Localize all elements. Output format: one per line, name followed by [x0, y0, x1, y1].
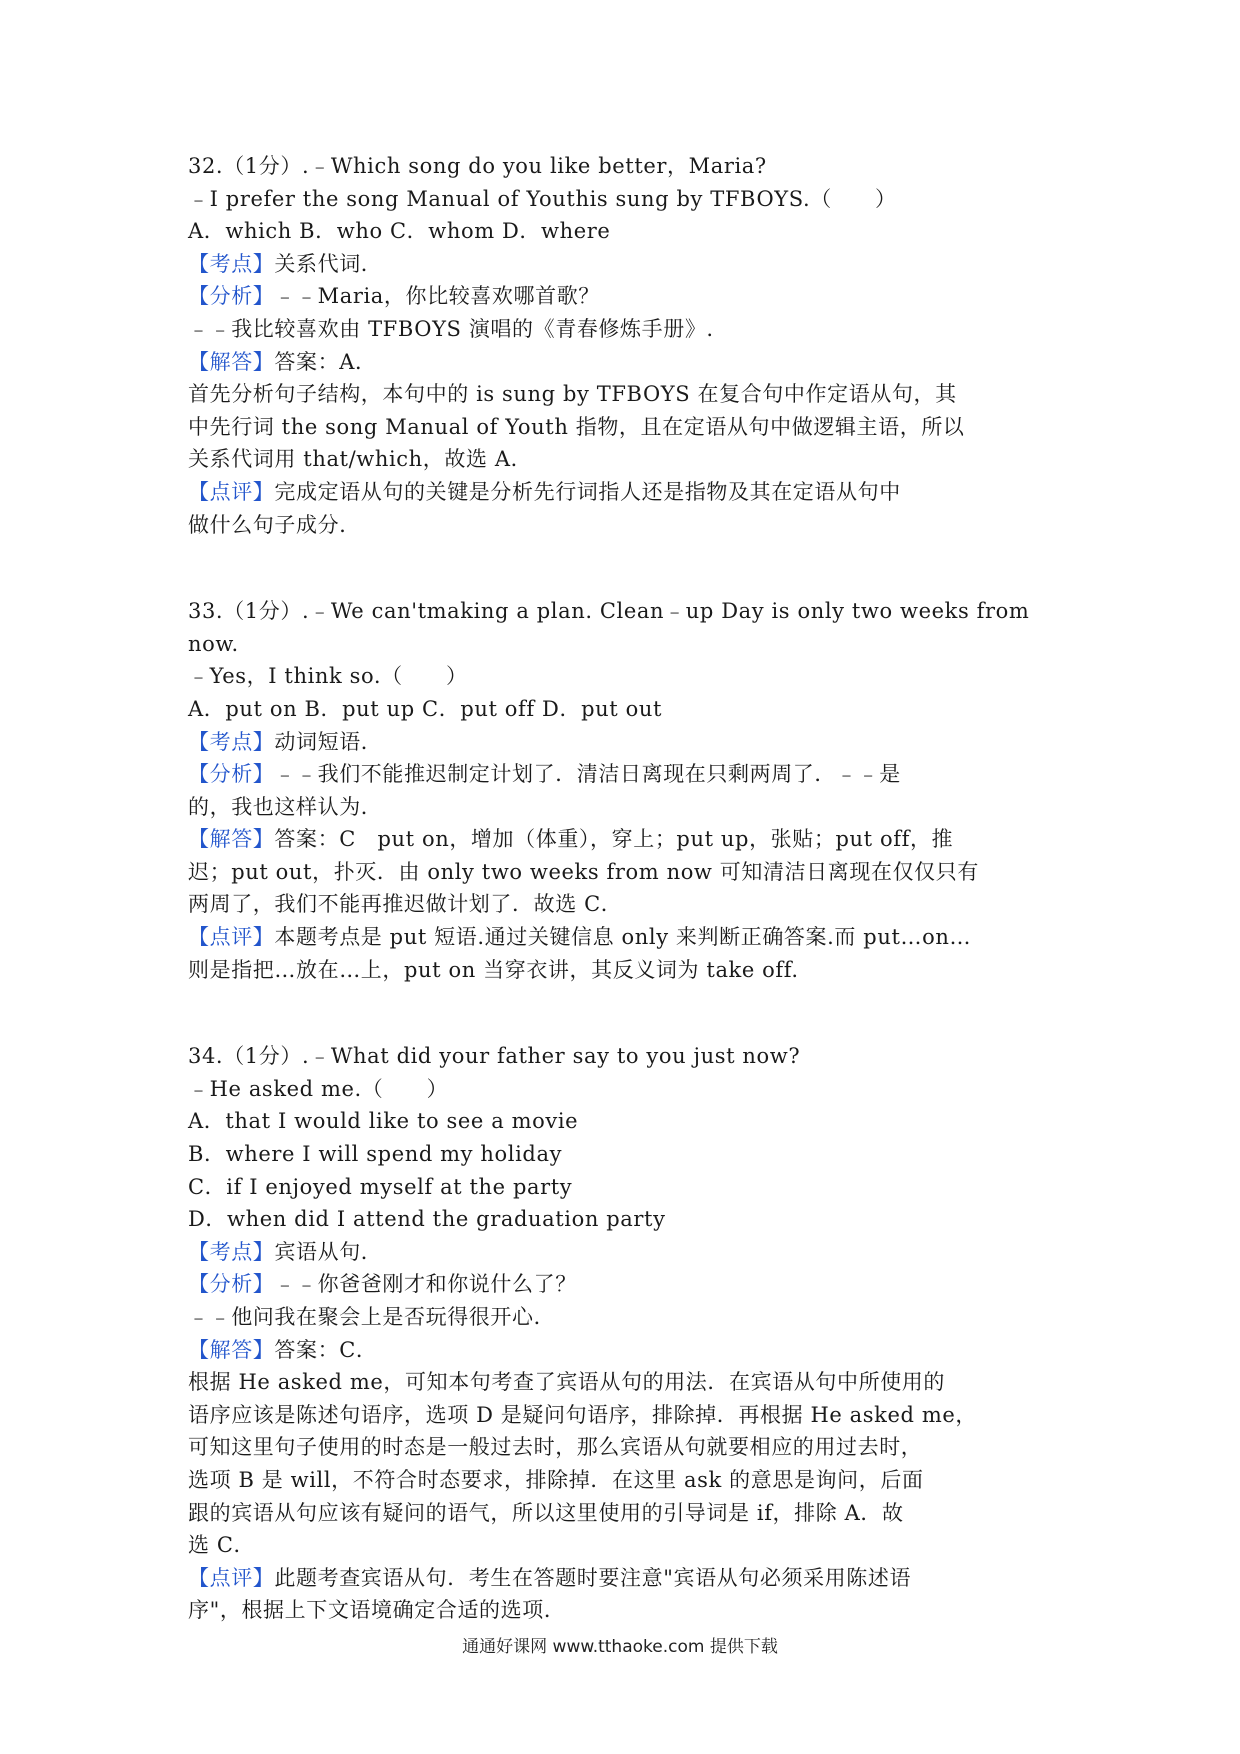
q34-jieda [188, 1334, 1058, 1367]
fenxi-text: ﹣﹣我们不能推迟制定计划了．清洁日离现在只剩两周了．﹣﹣是 [274, 762, 901, 787]
dianping-tag: 【点评】 [188, 479, 275, 504]
kaodian-tag: 【考点】 [188, 729, 275, 754]
q34-fenxi-2: ﹣﹣他问我在聚会上是否玩得很开心． [188, 1305, 556, 1329]
q33-fenxi [188, 758, 1058, 791]
dianping-tag: 【点评】 [188, 1565, 275, 1590]
fenxi-tag: 【分析】 [188, 284, 275, 309]
question-32 [188, 150, 1058, 541]
q33-kaodian [188, 726, 1058, 759]
q34-dianping-2: 序"，根据上下文语境确定合适的选项． [188, 1598, 566, 1623]
jieda-tag: 【解答】 [188, 1337, 275, 1362]
dianping-text: 完成定语从句的关键是分析先行词指人还是指物及其在定语从句中 [274, 479, 901, 504]
q33-fenxi-2: 的，我也这样认为． [188, 794, 383, 819]
q32-options: A．which B．who C．whom D．where [188, 219, 611, 244]
q33-jieda-2: 迟；put out，扑灭．由 only two weeks from now 可知清洁日离现在仅仅只有 [188, 859, 979, 884]
q32-jieda [188, 346, 1058, 379]
fenxi-tag: 【分析】 [188, 762, 275, 787]
jieda-text: 答案：C． [274, 1337, 378, 1362]
q33-options: A．put on B．put up C．put off D．put out [188, 696, 662, 721]
fenxi-text: ﹣﹣Maria，你比较喜欢哪首歌？ [274, 284, 600, 309]
q34-kaodian [188, 1236, 1058, 1269]
q32-explain-2: 中先行词 the song Manual of Youth 指物，且在定语从句中做逻辑主语，所以 [188, 414, 965, 439]
jieda-text: 答案：C put on，增加（体重），穿上；put up，张贴；put off，推 [274, 827, 954, 852]
q32-fenxi-2: ﹣﹣我比较喜欢由 TFBOYS 演唱的《青春修炼手册》. [188, 316, 714, 341]
q32-dianping [188, 476, 1058, 509]
q34-stem: 34.（1分）.﹣What did your father say to you just now? [188, 1044, 801, 1069]
q34-explain-3: 可知这里句子使用的时态是一般过去时，那么宾语从句就要相应的用过去时， [188, 1435, 923, 1460]
q32-kaodian [188, 248, 1058, 281]
q34-fenxi [188, 1268, 1058, 1301]
q34-explain-5: 跟的宾语从句应该有疑问的语气，所以这里使用的引导词是 if，排除 A．故 [188, 1500, 904, 1525]
jieda-text: 答案：A． [274, 349, 377, 374]
kaodian-text: 宾语从句． [274, 1239, 383, 1264]
fenxi-text: ﹣﹣你爸爸刚才和你说什么了？ [274, 1272, 577, 1297]
question-33 [188, 595, 1058, 986]
q32-fenxi [188, 280, 1058, 313]
q32-dianping-2: 做什么句子成分． [188, 512, 361, 537]
q33-stem: 33.（1分）.﹣We can'tmaking a plan. Clean﹣up Day is only two weeks from [188, 599, 1030, 624]
jieda-tag: 【解答】 [188, 827, 275, 852]
q34-explain-6: 选 C． [188, 1533, 256, 1558]
kaodian-tag: 【考点】 [188, 1239, 275, 1264]
q34-dianping [188, 1562, 1058, 1595]
q34-explain-4: 选项 B 是 will，不符合时态要求，排除掉．在这里 ask 的意思是询问，后面 [188, 1467, 924, 1492]
q34-option-b: B．where I will spend my holiday [188, 1142, 563, 1167]
q33-response: ﹣Yes，I think so.（ ） [188, 664, 468, 689]
q33-stem-2: now. [188, 631, 239, 656]
q32-explain-3: 关系代词用 that/which，故选 A． [188, 447, 533, 472]
q34-option-c: C．if I enjoyed myself at the party [188, 1174, 573, 1199]
q34-response: ﹣He asked me.（ ） [188, 1076, 449, 1101]
q33-dianping [188, 921, 1058, 954]
dianping-tag: 【点评】 [188, 925, 275, 950]
dianping-text: 本题考点是 put 短语.通过关键信息 only 来判断正确答案.而 put…on… [274, 925, 972, 950]
q34-explain-2: 语序应该是陈述句语序，选项 D 是疑问句语序，排除掉．再根据 He asked me， [188, 1402, 977, 1427]
q34-option-a: A．that I would like to see a movie [188, 1109, 579, 1134]
q34-option-d: D．when did I attend the graduation party [188, 1207, 666, 1232]
jieda-tag: 【解答】 [188, 349, 275, 374]
kaodian-text: 关系代词． [274, 251, 383, 276]
dianping-text: 此题考查宾语从句．考生在答题时要注意"宾语从句必须采用陈述语 [274, 1565, 912, 1590]
q32-stem: 32.（1分）.﹣Which song do you like better，Maria? [188, 154, 767, 178]
document-body [188, 150, 1058, 1627]
footer-source: 通通好课网 www.tthaoke.com 提供下载 [462, 1637, 778, 1657]
q33-jieda [188, 823, 1058, 856]
q33-jieda-3: 两周了，我们不能再推迟做计划了．故选 C． [188, 892, 623, 917]
q32-explain-1: 首先分析句子结构，本句中的 is sung by TFBOYS 在复合句中作定语从句，其 [188, 382, 957, 407]
fenxi-tag: 【分析】 [188, 1272, 275, 1297]
q32-response: ﹣I prefer the song Manual of Youthis sung by TFBOYS.（ ） [188, 186, 897, 211]
q34-explain-1: 根据 He asked me，可知本句考查了宾语从句的用法．在宾语从句中所使用的 [188, 1370, 945, 1395]
question-34 [188, 1040, 1058, 1627]
kaodian-text: 动词短语． [274, 729, 383, 754]
kaodian-tag: 【考点】 [188, 251, 275, 276]
q33-dianping-2: 则是指把…放在…上，put on 当穿衣讲，其反义词为 take off. [188, 957, 799, 982]
